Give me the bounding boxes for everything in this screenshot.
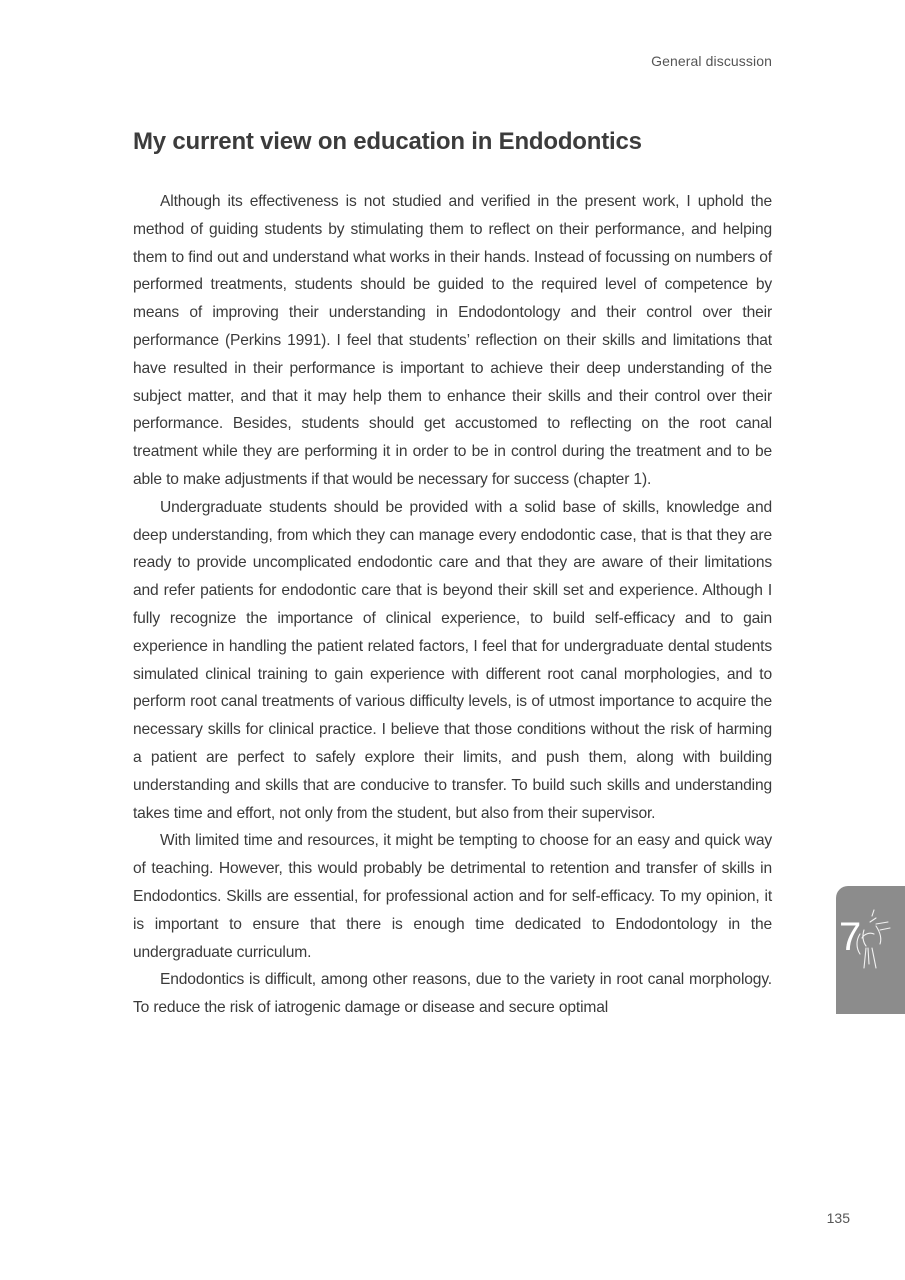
chapter-emblem-icon xyxy=(836,886,905,1014)
paragraph-1: Although its effectiveness is not studied and verified in the present work, I uphold the method of guiding students by stimulating them to reflect on their performance, and helping them to find out and understand what works in their hands. Instead of focussing on numbers of performed treatments, students should be guided to the required level of competence by means of improving their understanding in Endodontology and their control over their performance (Perkins 1991). I feel that students’ reflection on their skills and limitations that have resulted in their performance is important to achieve their deep understanding of the subject matter, and that it may help them to enhance their skills and their control over their performance. Besides, students should get accustomed to reflecting on the root canal treatment while they are performing it in order to be in control during the treatment and to be able to make adjustments if that would be necessary for success (chapter 1). xyxy=(133,193,772,488)
chapter-number: 7 xyxy=(839,915,862,959)
section-title: My current view on education in Endodontics xyxy=(133,128,642,155)
chapter-tab xyxy=(836,886,905,1014)
paragraph-2: Undergraduate students should be provided with a solid base of skills, knowledge and deep understanding, from which they can manage every endodontic case, that is that they are ready to provide uncomplicated endodontic care and that they are aware of their limitations and refer patients for endodontic care that is beyond their skill set and experience. Although I fully recognize the importance of clinical experience, to build self-efficacy and to gain experience in handling the patient related factors, I feel that for undergraduate dental students simulated clinical training to gain experience with different root canal morphologies, and to perform root canal treatments of various difficulty levels, is of utmost importance to acquire the necessary skills for clinical practice. I believe that those conditions without the risk of harming a patient are perfect to safely explore their limits, and push them, along with building understanding and skills that are conducive to transfer. To build such skills and understanding takes time and effort, not only from the student, but also from their supervisor. xyxy=(133,498,772,822)
figure-sketch-icon xyxy=(857,910,890,968)
paragraph-4: Endodontics is difficult, among other reasons, due to the variety in root canal morphology. To reduce the risk of iatrogenic damage or disease and secure optimal xyxy=(133,971,772,1017)
body-text xyxy=(133,188,772,1022)
paragraph-3: With limited time and resources, it might be tempting to choose for an easy and quick way of teaching. However, this would probably be detrimental to retention and transfer of skills in Endodontics. Skills are essential, for professional action and for self-efficacy. To my opinion, it is important to ensure that there is enough time dedicated to Endodontology in the undergraduate curriculum. xyxy=(133,832,772,961)
page-number: 135 xyxy=(826,1210,850,1226)
running-header: General discussion xyxy=(651,53,772,69)
